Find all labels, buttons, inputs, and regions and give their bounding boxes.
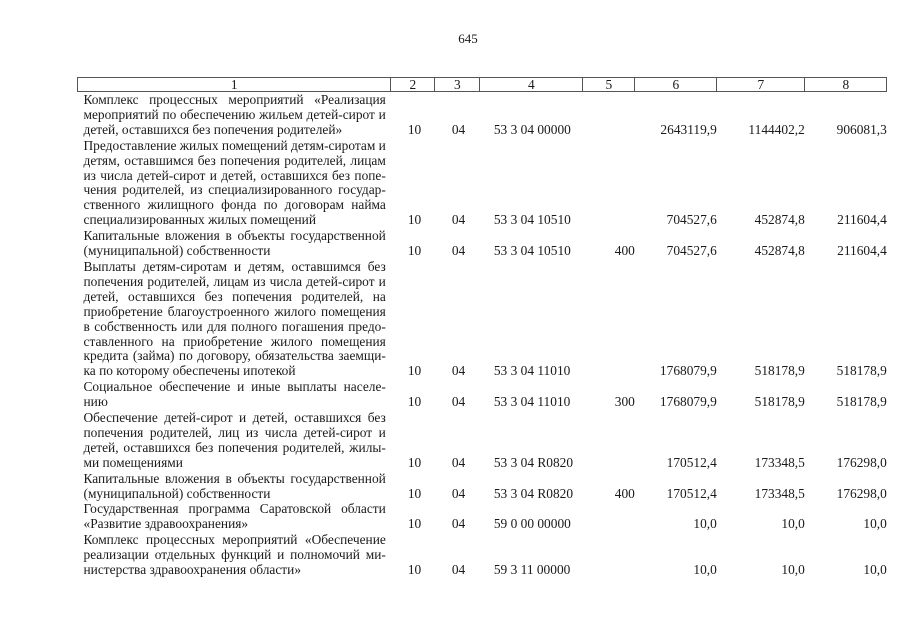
- description-line: Комплекс процессных мероприятий «Реализация: [83, 92, 386, 107]
- cell-c4: 53 3 04 R0820: [493, 485, 574, 501]
- cell-c2: 10: [407, 485, 422, 501]
- description-line: (муниципальной) собственности: [83, 485, 271, 501]
- cell-c7: 452874,8: [754, 243, 805, 259]
- table-row: [78, 379, 887, 410]
- description-line: попечения родителей, лиц из числа детей-сирот и: [83, 424, 386, 440]
- row-description: [78, 410, 391, 471]
- cell-c3: 04: [451, 363, 466, 379]
- column-header: 7: [717, 78, 805, 92]
- table-row: [78, 92, 887, 138]
- description-line: ственного жилищного фонда по договорам найма: [83, 197, 386, 213]
- cell-c7: 1144402,2: [748, 121, 805, 137]
- description-line: детей, оставшихся без попечения родителей»: [83, 121, 343, 137]
- cell-c6: 170512,4: [666, 454, 717, 470]
- cell-c2: 10: [407, 212, 422, 228]
- row-description: [78, 259, 391, 379]
- row-description: [78, 92, 391, 138]
- cell-c5: 300: [614, 394, 635, 410]
- cell-c8: 211604,4: [837, 212, 887, 228]
- description-line: ка по которому обеспечены ипотекой: [83, 363, 296, 379]
- cell-c4: 53 3 04 11010: [493, 363, 571, 379]
- cell-c6: 1768079,9: [659, 363, 717, 379]
- table-row: [78, 532, 887, 578]
- cell-c5: 400: [614, 485, 635, 501]
- description-line: попечения родителей, лицам из числа детей-сирот и: [83, 273, 386, 289]
- cell-c5: [583, 410, 635, 471]
- cell-c3: 04: [451, 454, 466, 470]
- cell-c5: [583, 92, 635, 138]
- description-line: приобретение благоустроенного жилого помещения: [83, 303, 386, 319]
- description-line: Комплекс процессных мероприятий «Обеспечение: [83, 532, 386, 548]
- description-line: нию: [83, 394, 108, 410]
- description-line: ми помещениями: [83, 454, 183, 470]
- description-line: детям, оставшимся без попечения родителей, лицам: [83, 152, 386, 168]
- cell-c4: 53 3 04 00000: [493, 121, 571, 137]
- description-line: Капитальные вложения в объекты государственной: [83, 470, 386, 486]
- cell-c3: 04: [451, 516, 466, 532]
- budget-table: [77, 77, 887, 578]
- column-header: 8: [805, 78, 887, 92]
- row-description: [78, 379, 391, 410]
- description-line: из числа детей-сирот и детей, оставшихся без попе-: [83, 167, 386, 183]
- description-line: Выплаты детям-сиротам и детям, оставшимся без: [83, 258, 386, 274]
- column-header: 2: [391, 78, 435, 92]
- cell-c2: 10: [407, 454, 422, 470]
- description-line: чения родителей, из специализированного государ-: [83, 182, 386, 198]
- cell-c4: 53 3 04 R0820: [493, 454, 574, 470]
- cell-c3: 04: [451, 485, 466, 501]
- cell-c8: 906081,3: [836, 121, 887, 137]
- description-line: нистерства здравоохранения области»: [83, 562, 302, 578]
- description-line: (муниципальной) собственности: [83, 243, 271, 259]
- cell-c4: 53 3 04 10510: [493, 243, 571, 259]
- description-line: Капитальные вложения в объекты государственной: [83, 228, 386, 244]
- table-row: [78, 471, 887, 502]
- cell-c6: 704527,6: [666, 212, 717, 228]
- cell-c8: 518178,9: [836, 363, 887, 379]
- cell-c7: 518178,9: [754, 394, 805, 410]
- cell-c7: 518178,9: [754, 363, 805, 379]
- description-line: специализированных жилых помещений: [83, 212, 317, 228]
- cell-c3: 04: [451, 394, 466, 410]
- cell-c7: 10,0: [781, 562, 805, 578]
- cell-c2: 10: [407, 562, 422, 578]
- table-row: [78, 501, 887, 532]
- cell-c6: 10,0: [693, 516, 717, 532]
- description-line: детей, оставшихся без попечения родителей, на: [83, 288, 386, 304]
- cell-c5: [583, 259, 635, 379]
- cell-c3: 04: [451, 121, 466, 137]
- description-line: реализации отдельных функций и полномочий ми-: [83, 547, 386, 563]
- cell-c8: 10,0: [863, 516, 887, 532]
- cell-c4: 59 3 11 00000: [493, 562, 571, 578]
- cell-c2: 10: [407, 394, 422, 410]
- description-line: детей, оставшихся без попечения родителей, жилы-: [83, 439, 386, 455]
- cell-c2: 10: [407, 363, 422, 379]
- cell-c2: 10: [407, 243, 422, 259]
- row-description: [78, 532, 391, 578]
- cell-c6: 170512,4: [666, 485, 717, 501]
- cell-c6: 2643119,9: [660, 121, 717, 137]
- cell-c6: 1768079,9: [659, 394, 717, 410]
- cell-c6: 10,0: [693, 562, 717, 578]
- cell-c8: 10,0: [863, 562, 887, 578]
- column-header: 6: [635, 78, 717, 92]
- description-line: «Развитие здравоохранения»: [83, 516, 249, 532]
- table-row: [78, 410, 887, 471]
- description-line: Обеспечение детей-сирот и детей, оставшихся без: [83, 410, 386, 426]
- row-description: [78, 228, 391, 259]
- cell-c8: 211604,4: [837, 243, 887, 259]
- row-description: [78, 471, 391, 502]
- cell-c3: 04: [451, 562, 466, 578]
- column-header: 4: [480, 78, 583, 92]
- cell-c5: [583, 532, 635, 578]
- cell-c7: 173348,5: [754, 485, 805, 501]
- cell-c3: 04: [451, 243, 466, 259]
- cell-c8: 518178,9: [836, 394, 887, 410]
- cell-c7: 173348,5: [754, 454, 805, 470]
- cell-c4: 53 3 04 11010: [493, 394, 571, 410]
- cell-c3: 04: [451, 212, 466, 228]
- cell-c4: 53 3 04 10510: [493, 212, 571, 228]
- header-row: [78, 78, 887, 92]
- table-row: [78, 259, 887, 379]
- cell-c8: 176298,0: [836, 454, 887, 470]
- description-line: Государственная программа Саратовской области: [83, 501, 386, 517]
- cell-c7: 10,0: [781, 516, 805, 532]
- column-header: 1: [78, 78, 391, 92]
- cell-c7: 452874,8: [754, 212, 805, 228]
- table-row: [78, 228, 887, 259]
- cell-c5: [583, 138, 635, 228]
- cell-c6: 704527,6: [666, 243, 717, 259]
- cell-c2: 10: [407, 121, 422, 137]
- cell-c5: [583, 501, 635, 532]
- column-header: 3: [435, 78, 480, 92]
- description-line: в собственность или для полного погашения предо-: [83, 318, 386, 334]
- page-number: 645: [458, 31, 478, 46]
- description-line: Социальное обеспечение и иные выплаты населе-: [83, 379, 386, 395]
- cell-c4: 59 0 00 00000: [493, 516, 571, 532]
- description-line: мероприятий по обеспечению жильем детей-сирот и: [83, 106, 386, 122]
- cell-c2: 10: [407, 516, 422, 532]
- column-header: 5: [583, 78, 635, 92]
- table-row: [78, 138, 887, 228]
- row-description: [78, 138, 391, 228]
- cell-c5: 400: [614, 243, 635, 259]
- description-line: ставленного на приобретение жилого помещения: [83, 333, 386, 349]
- description-line: Предоставление жилых помещений детям-сиротам и: [83, 137, 386, 153]
- description-line: кредита (займа) по договору, обязательства заемщи-: [83, 348, 386, 364]
- row-description: [78, 501, 391, 532]
- cell-c8: 176298,0: [836, 485, 887, 501]
